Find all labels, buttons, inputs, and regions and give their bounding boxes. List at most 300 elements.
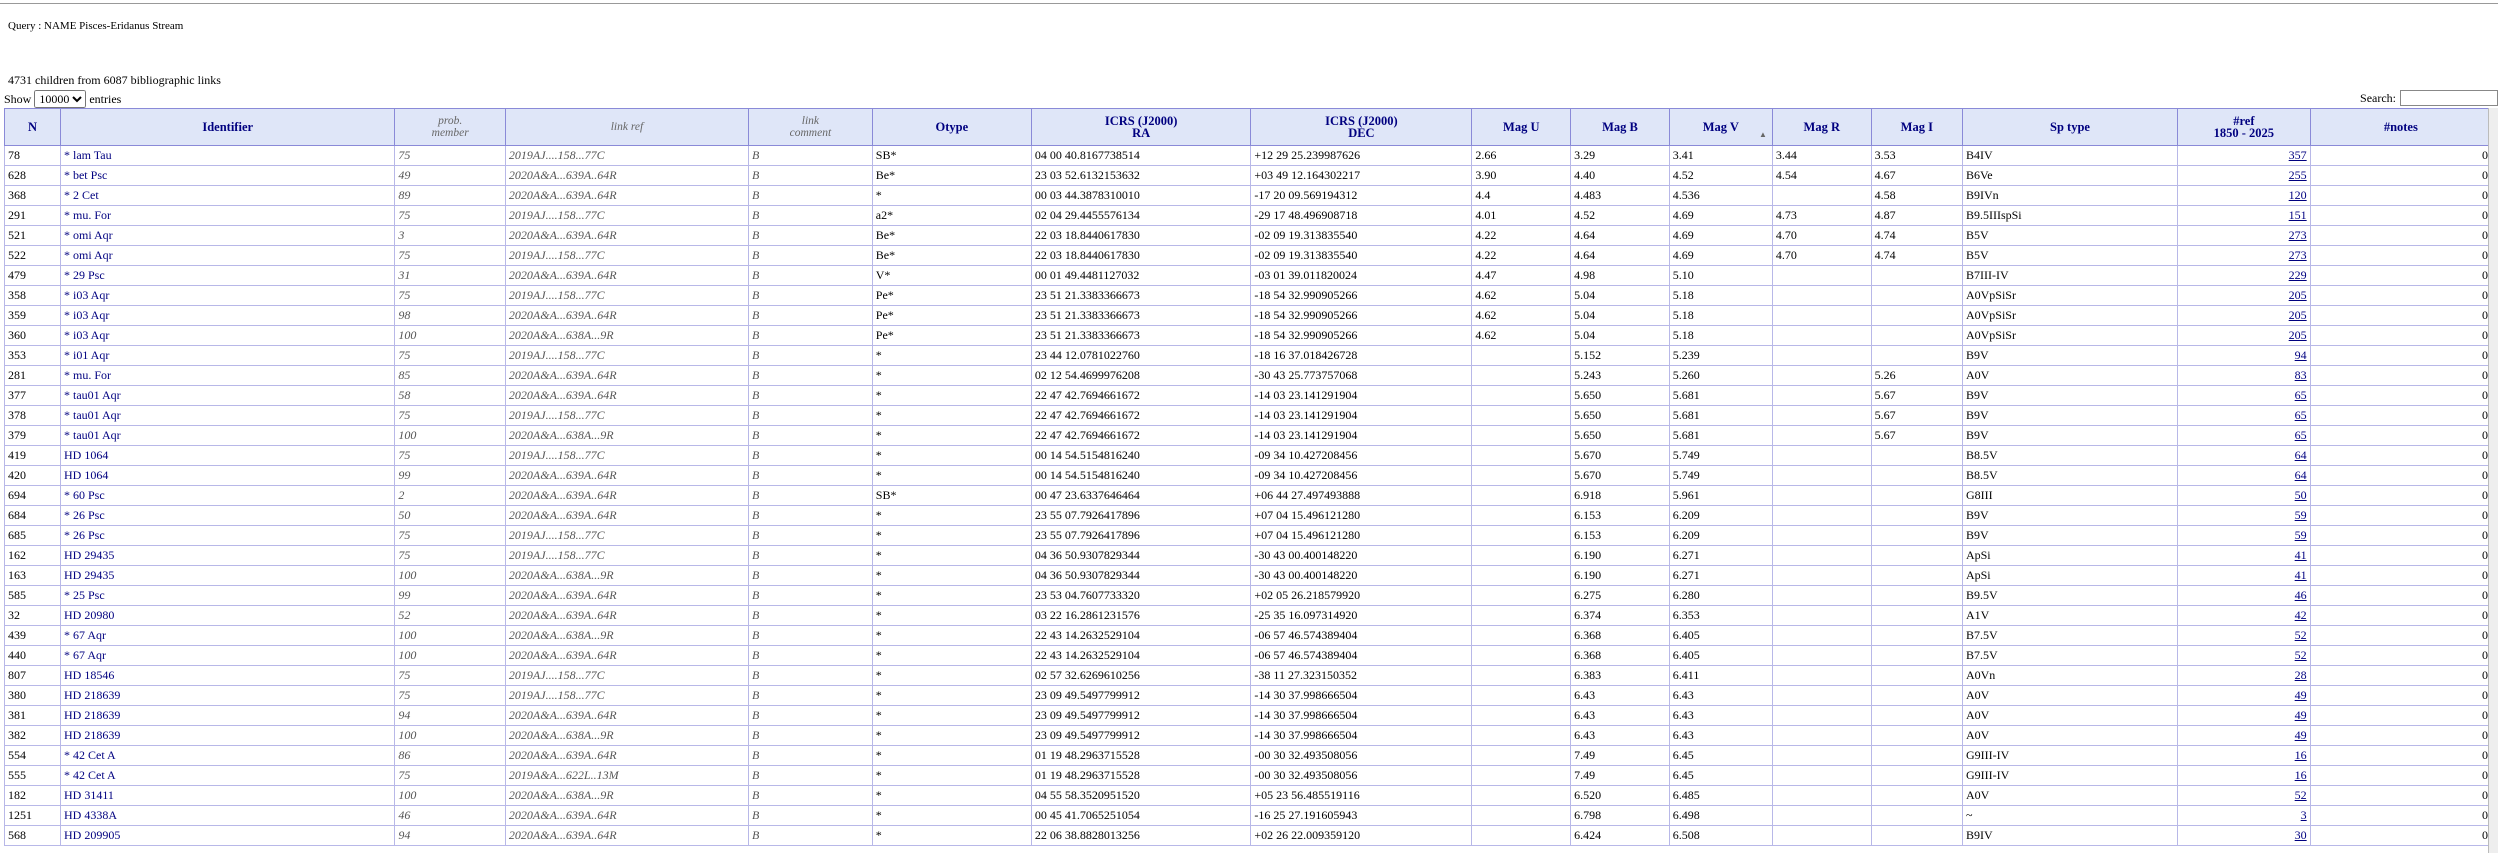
cell-notes: 0 (2310, 766, 2491, 786)
cell-nref[interactable]: 16 (2178, 766, 2311, 786)
cell-u (1472, 506, 1571, 526)
cell-id[interactable]: * mu. For (60, 206, 394, 226)
cell-otype: * (872, 626, 1031, 646)
table-row[interactable] (5, 646, 2492, 666)
column-header-sp[interactable] (1962, 109, 2177, 146)
cell-v: 6.271 (1669, 546, 1772, 566)
cell-i: 4.74 (1871, 226, 1962, 246)
cell-link: 2019A&A...622L..13M (505, 766, 748, 786)
cell-link: 2020A&A...639A..64R (505, 306, 748, 326)
cell-id[interactable]: * 42 Cet A (60, 766, 394, 786)
cell-v: 4.52 (1669, 166, 1772, 186)
cell-ra: 23 09 49.5497799912 (1031, 726, 1251, 746)
cell-id[interactable]: HD 1064 (60, 446, 394, 466)
cell-dec: -29 17 48.496908718 (1251, 206, 1472, 226)
cell-b: 5.650 (1571, 426, 1670, 446)
column-header-nref[interactable] (2178, 109, 2311, 146)
cell-ra: 23 09 49.5497799912 (1031, 706, 1251, 726)
cell-link: 2020A&A...639A..64R (505, 586, 748, 606)
cell-prob: 75 (395, 146, 506, 166)
cell-notes: 0 (2310, 646, 2491, 666)
cell-ra: 00 14 54.5154816240 (1031, 446, 1251, 466)
cell-u (1472, 566, 1571, 586)
table-row[interactable] (5, 246, 2492, 266)
cell-id[interactable]: * 60 Psc (60, 486, 394, 506)
cell-comment: B (749, 766, 873, 786)
table-row[interactable] (5, 786, 2492, 806)
cell-notes: 0 (2310, 266, 2491, 286)
cell-otype: a2* (872, 206, 1031, 226)
column-header-label: Identifier (202, 120, 254, 134)
cell-otype: * (872, 526, 1031, 546)
top-divider (0, 3, 2498, 4)
table-row[interactable] (5, 586, 2492, 606)
cell-nref[interactable]: 46 (2178, 586, 2311, 606)
cell-ra: 22 47 42.7694661672 (1031, 426, 1251, 446)
cell-nref[interactable]: 28 (2178, 666, 2311, 686)
cell-sp: B7.5V (1962, 646, 2177, 666)
cell-r: 4.54 (1772, 166, 1871, 186)
column-header-otype[interactable] (872, 109, 1031, 146)
cell-nref[interactable]: 205 (2178, 286, 2311, 306)
cell-prob: 98 (395, 306, 506, 326)
cell-id[interactable]: * 67 Aqr (60, 646, 394, 666)
cell-u (1472, 766, 1571, 786)
table-row[interactable] (5, 826, 2492, 846)
cell-n: 78 (5, 146, 61, 166)
cell-r (1772, 766, 1871, 786)
cell-ra: 23 09 49.5497799912 (1031, 686, 1251, 706)
cell-sp: B7.5V (1962, 626, 2177, 646)
cell-nref[interactable]: 229 (2178, 266, 2311, 286)
cell-r (1772, 266, 1871, 286)
cell-ra: 23 44 12.0781022760 (1031, 346, 1251, 366)
cell-nref[interactable]: 30 (2178, 826, 2311, 846)
cell-dec: +05 23 56.485519116 (1251, 786, 1472, 806)
cell-b: 4.64 (1571, 226, 1670, 246)
column-header-label: link ref (610, 121, 644, 133)
cell-link: 2020A&A...639A..64R (505, 366, 748, 386)
cell-r (1772, 486, 1871, 506)
cell-u: 4.47 (1472, 266, 1571, 286)
cell-b: 6.190 (1571, 546, 1670, 566)
table-row[interactable] (5, 346, 2492, 366)
cell-nref[interactable]: 357 (2178, 146, 2311, 166)
cell-nref[interactable]: 65 (2178, 386, 2311, 406)
column-header-comment[interactable] (749, 109, 873, 146)
cell-n: 694 (5, 486, 61, 506)
cell-nref[interactable]: 64 (2178, 446, 2311, 466)
cell-id[interactable]: * tau01 Aqr (60, 426, 394, 446)
cell-link: 2019AJ....158...77C (505, 286, 748, 306)
cell-nref[interactable]: 52 (2178, 646, 2311, 666)
cell-otype: * (872, 766, 1031, 786)
cell-otype: * (872, 506, 1031, 526)
cell-comment: B (749, 286, 873, 306)
cell-prob: 100 (395, 646, 506, 666)
page-length-control (4, 90, 121, 108)
cell-sp: B9V (1962, 526, 2177, 546)
cell-u (1472, 366, 1571, 386)
table-row[interactable] (5, 486, 2492, 506)
cell-nref[interactable]: 16 (2178, 746, 2311, 766)
table-row[interactable] (5, 766, 2492, 786)
cell-n: 522 (5, 246, 61, 266)
cell-ra: 00 03 44.3878310010 (1031, 186, 1251, 206)
table-row[interactable] (5, 406, 2492, 426)
cell-nref[interactable]: 205 (2178, 306, 2311, 326)
cell-u (1472, 626, 1571, 646)
cell-id[interactable]: HD 18546 (60, 666, 394, 686)
cell-notes: 0 (2310, 666, 2491, 686)
cell-b: 5.670 (1571, 466, 1670, 486)
table-row[interactable] (5, 566, 2492, 586)
cell-id[interactable]: * 26 Psc (60, 506, 394, 526)
cell-b: 6.918 (1571, 486, 1670, 506)
cell-b: 5.243 (1571, 366, 1670, 386)
cell-nref[interactable]: 42 (2178, 606, 2311, 626)
cell-dec: +07 04 15.496121280 (1251, 506, 1472, 526)
cell-otype: * (872, 346, 1031, 366)
cell-nref[interactable]: 52 (2178, 626, 2311, 646)
cell-id[interactable]: * bet Psc (60, 166, 394, 186)
cell-nref[interactable]: 65 (2178, 406, 2311, 426)
cell-prob: 75 (395, 666, 506, 686)
cell-comment: B (749, 526, 873, 546)
cell-id[interactable]: * 25 Psc (60, 586, 394, 606)
cell-ra: 00 01 49.4481127032 (1031, 266, 1251, 286)
table-row[interactable] (5, 706, 2492, 726)
cell-notes: 0 (2310, 746, 2491, 766)
cell-dec: -09 34 10.427208456 (1251, 466, 1472, 486)
cell-comment: B (749, 746, 873, 766)
cell-prob: 75 (395, 286, 506, 306)
cell-link: 2020A&A...638A...9R (505, 626, 748, 646)
cell-ra: 04 36 50.9307829344 (1031, 546, 1251, 566)
cell-notes: 0 (2310, 406, 2491, 426)
cell-i (1871, 346, 1962, 366)
column-header-dec[interactable] (1251, 109, 1472, 146)
column-header-n[interactable] (5, 109, 61, 146)
cell-dec: -03 01 39.011820024 (1251, 266, 1472, 286)
cell-id[interactable]: * i03 Aqr (60, 306, 394, 326)
column-header-v[interactable] (1669, 109, 1772, 146)
cell-nref[interactable]: 49 (2178, 686, 2311, 706)
cell-u (1472, 406, 1571, 426)
cell-b: 6.43 (1571, 706, 1670, 726)
header-row (5, 109, 2492, 146)
column-header-sublabel: 1850 - 2025 (2213, 126, 2275, 140)
cell-i: 5.67 (1871, 386, 1962, 406)
table-row[interactable] (5, 726, 2492, 746)
cell-prob: 94 (395, 706, 506, 726)
column-header-link[interactable] (505, 109, 748, 146)
cell-nref[interactable]: 65 (2178, 426, 2311, 446)
cell-dec: +06 44 27.497493888 (1251, 486, 1472, 506)
column-header-u[interactable] (1472, 109, 1571, 146)
cell-dec: +12 29 25.239987626 (1251, 146, 1472, 166)
cell-prob: 3 (395, 226, 506, 246)
cell-dec: -14 30 37.998666504 (1251, 726, 1472, 746)
cell-comment: B (749, 626, 873, 646)
cell-id[interactable]: HD 20980 (60, 606, 394, 626)
table-row[interactable] (5, 746, 2492, 766)
search-label: Search: (2360, 90, 2396, 105)
cell-v: 6.209 (1669, 506, 1772, 526)
cell-otype: V* (872, 266, 1031, 286)
cell-sp: B4IV (1962, 146, 2177, 166)
cell-nref[interactable]: 273 (2178, 246, 2311, 266)
table-row[interactable] (5, 426, 2492, 446)
cell-u: 4.62 (1472, 306, 1571, 326)
table-row[interactable] (5, 626, 2492, 646)
table-row[interactable] (5, 386, 2492, 406)
table-row[interactable] (5, 666, 2492, 686)
cell-notes: 0 (2310, 306, 2491, 326)
cell-id[interactable]: * omi Aqr (60, 226, 394, 246)
cell-comment: B (749, 206, 873, 226)
cell-u (1472, 386, 1571, 406)
cell-id[interactable]: * 26 Psc (60, 526, 394, 546)
cell-v: 6.498 (1669, 806, 1772, 826)
cell-nref[interactable]: 41 (2178, 566, 2311, 586)
cell-comment: B (749, 646, 873, 666)
cell-otype: * (872, 586, 1031, 606)
cell-n: 585 (5, 586, 61, 606)
cell-id[interactable]: HD 1064 (60, 466, 394, 486)
cell-n: 358 (5, 286, 61, 306)
cell-ra: 01 19 48.2963715528 (1031, 746, 1251, 766)
table-row[interactable] (5, 366, 2492, 386)
cell-comment: B (749, 666, 873, 686)
cell-b: 4.40 (1571, 166, 1670, 186)
cell-id[interactable]: * tau01 Aqr (60, 406, 394, 426)
cell-b: 5.04 (1571, 286, 1670, 306)
table-row[interactable] (5, 526, 2492, 546)
table-row[interactable] (5, 466, 2492, 486)
column-header-i[interactable] (1871, 109, 1962, 146)
cell-id[interactable]: * 67 Aqr (60, 626, 394, 646)
cell-b: 7.49 (1571, 746, 1670, 766)
column-header-label: #ref (2233, 114, 2255, 128)
cell-comment: B (749, 146, 873, 166)
cell-comment: B (749, 306, 873, 326)
cell-n: 684 (5, 506, 61, 526)
cell-r (1772, 186, 1871, 206)
cell-id[interactable]: HD 31411 (60, 786, 394, 806)
cell-v: 4.536 (1669, 186, 1772, 206)
cell-comment: B (749, 346, 873, 366)
cell-sp: B9.5V (1962, 586, 2177, 606)
cell-prob: 86 (395, 746, 506, 766)
column-header-b[interactable] (1571, 109, 1670, 146)
cell-id[interactable]: * 2 Cet (60, 186, 394, 206)
cell-notes: 0 (2310, 506, 2491, 526)
cell-notes: 0 (2310, 626, 2491, 646)
column-header-r[interactable] (1772, 109, 1871, 146)
cell-b: 6.275 (1571, 586, 1670, 606)
column-header-notes[interactable] (2310, 109, 2491, 146)
cell-n: 419 (5, 446, 61, 466)
cell-ra: 22 06 38.8828013256 (1031, 826, 1251, 846)
table-row[interactable] (5, 286, 2492, 306)
cell-id[interactable]: * 42 Cet A (60, 746, 394, 766)
cell-b: 6.374 (1571, 606, 1670, 626)
cell-i (1871, 286, 1962, 306)
cell-id[interactable]: HD 218639 (60, 726, 394, 746)
cell-u (1472, 426, 1571, 446)
cell-b: 6.153 (1571, 526, 1670, 546)
table-row[interactable] (5, 206, 2492, 226)
cell-nref[interactable]: 94 (2178, 346, 2311, 366)
cell-b: 6.43 (1571, 686, 1670, 706)
cell-u (1472, 786, 1571, 806)
cell-i: 4.58 (1871, 186, 1962, 206)
cell-n: 32 (5, 606, 61, 626)
cell-r (1772, 366, 1871, 386)
table-row[interactable] (5, 806, 2492, 826)
table-row[interactable] (5, 506, 2492, 526)
table-row[interactable] (5, 546, 2492, 566)
query-label: Query : NAME Pisces-Eridanus Stream (8, 20, 184, 32)
cell-id[interactable]: HD 29435 (60, 546, 394, 566)
cell-nref[interactable]: 50 (2178, 486, 2311, 506)
cell-nref[interactable]: 151 (2178, 206, 2311, 226)
cell-b: 4.64 (1571, 246, 1670, 266)
table-row[interactable] (5, 226, 2492, 246)
cell-nref[interactable]: 49 (2178, 726, 2311, 746)
cell-prob: 100 (395, 726, 506, 746)
cell-id[interactable]: * i03 Aqr (60, 326, 394, 346)
cell-v: 4.69 (1669, 246, 1772, 266)
cell-prob: 31 (395, 266, 506, 286)
cell-id[interactable]: * omi Aqr (60, 246, 394, 266)
entries-select[interactable] (34, 90, 86, 108)
cell-b: 6.368 (1571, 626, 1670, 646)
cell-id[interactable]: * lam Tau (60, 146, 394, 166)
column-header-id[interactable] (60, 109, 394, 146)
cell-nref[interactable]: 41 (2178, 546, 2311, 566)
cell-link: 2019AJ....158...77C (505, 446, 748, 466)
cell-u (1472, 706, 1571, 726)
table-row[interactable] (5, 326, 2492, 346)
cell-i: 4.74 (1871, 246, 1962, 266)
cell-id[interactable]: * mu. For (60, 366, 394, 386)
cell-dec: -30 43 25.773757068 (1251, 366, 1472, 386)
cell-id[interactable]: HD 29435 (60, 566, 394, 586)
cell-id[interactable]: HD 4338A (60, 806, 394, 826)
column-header-sublabel: member (431, 127, 469, 139)
cell-nref[interactable]: 120 (2178, 186, 2311, 206)
table-scrollbar[interactable] (2488, 108, 2498, 853)
cell-prob: 100 (395, 326, 506, 346)
column-header-label: link (801, 115, 820, 127)
cell-dec: -18 54 32.990905266 (1251, 306, 1472, 326)
cell-otype: * (872, 606, 1031, 626)
cell-nref[interactable]: 255 (2178, 166, 2311, 186)
cell-v: 5.260 (1669, 366, 1772, 386)
table-row[interactable] (5, 446, 2492, 466)
cell-v: 3.41 (1669, 146, 1772, 166)
cell-n: 378 (5, 406, 61, 426)
cell-u (1472, 806, 1571, 826)
cell-id[interactable]: * tau01 Aqr (60, 386, 394, 406)
cell-u: 4.62 (1472, 326, 1571, 346)
table-row[interactable] (5, 186, 2492, 206)
cell-u (1472, 486, 1571, 506)
cell-id[interactable]: * i03 Aqr (60, 286, 394, 306)
cell-b: 5.670 (1571, 446, 1670, 466)
table-row[interactable] (5, 166, 2492, 186)
cell-ra: 04 00 40.8167738514 (1031, 146, 1251, 166)
table-row[interactable] (5, 146, 2492, 166)
cell-link: 2019AJ....158...77C (505, 686, 748, 706)
cell-nref[interactable]: 205 (2178, 326, 2311, 346)
search-input[interactable] (2400, 90, 2498, 106)
cell-otype: Be* (872, 226, 1031, 246)
cell-dec: +02 05 26.218579920 (1251, 586, 1472, 606)
cell-v: 5.18 (1669, 306, 1772, 326)
cell-nref[interactable]: 49 (2178, 706, 2311, 726)
cell-prob: 75 (395, 446, 506, 466)
cell-ra: 00 47 23.6337646464 (1031, 486, 1251, 506)
cell-n: 807 (5, 666, 61, 686)
cell-link: 2019AJ....158...77C (505, 526, 748, 546)
cell-comment: B (749, 566, 873, 586)
cell-i (1871, 806, 1962, 826)
cell-nref[interactable]: 83 (2178, 366, 2311, 386)
results-table (4, 108, 2492, 846)
cell-sp: B9V (1962, 426, 2177, 446)
table-row[interactable] (5, 606, 2492, 626)
column-header-ra[interactable] (1031, 109, 1251, 146)
cell-prob: 75 (395, 346, 506, 366)
cell-r (1772, 786, 1871, 806)
column-header-label: Mag U (1503, 120, 1540, 134)
cell-nref[interactable]: 273 (2178, 226, 2311, 246)
cell-comment: B (749, 366, 873, 386)
cell-id[interactable]: * 29 Psc (60, 266, 394, 286)
cell-id[interactable]: HD 218639 (60, 686, 394, 706)
cell-id[interactable]: HD 218639 (60, 706, 394, 726)
cell-nref[interactable]: 59 (2178, 506, 2311, 526)
cell-nref[interactable]: 64 (2178, 466, 2311, 486)
cell-nref[interactable]: 3 (2178, 806, 2311, 826)
column-header-prob[interactable] (395, 109, 506, 146)
cell-u (1472, 466, 1571, 486)
cell-nref[interactable]: 52 (2178, 786, 2311, 806)
table-row[interactable] (5, 686, 2492, 706)
cell-id[interactable]: * i01 Aqr (60, 346, 394, 366)
cell-sp: ~ (1962, 806, 2177, 826)
cell-id[interactable]: HD 209905 (60, 826, 394, 846)
cell-sp: ApSi (1962, 546, 2177, 566)
cell-dec: -25 35 16.097314920 (1251, 606, 1472, 626)
cell-dec: -02 09 19.313835540 (1251, 246, 1472, 266)
table-row[interactable] (5, 266, 2492, 286)
cell-sp: B7III-IV (1962, 266, 2177, 286)
cell-n: 521 (5, 226, 61, 246)
cell-b: 6.190 (1571, 566, 1670, 586)
cell-nref[interactable]: 59 (2178, 526, 2311, 546)
cell-n: 555 (5, 766, 61, 786)
cell-notes: 0 (2310, 346, 2491, 366)
table-row[interactable] (5, 306, 2492, 326)
cell-dec: -14 03 23.141291904 (1251, 386, 1472, 406)
cell-sp: B9IVn (1962, 186, 2177, 206)
cell-sp: B9.5IIIspSi (1962, 206, 2177, 226)
cell-r (1772, 426, 1871, 446)
